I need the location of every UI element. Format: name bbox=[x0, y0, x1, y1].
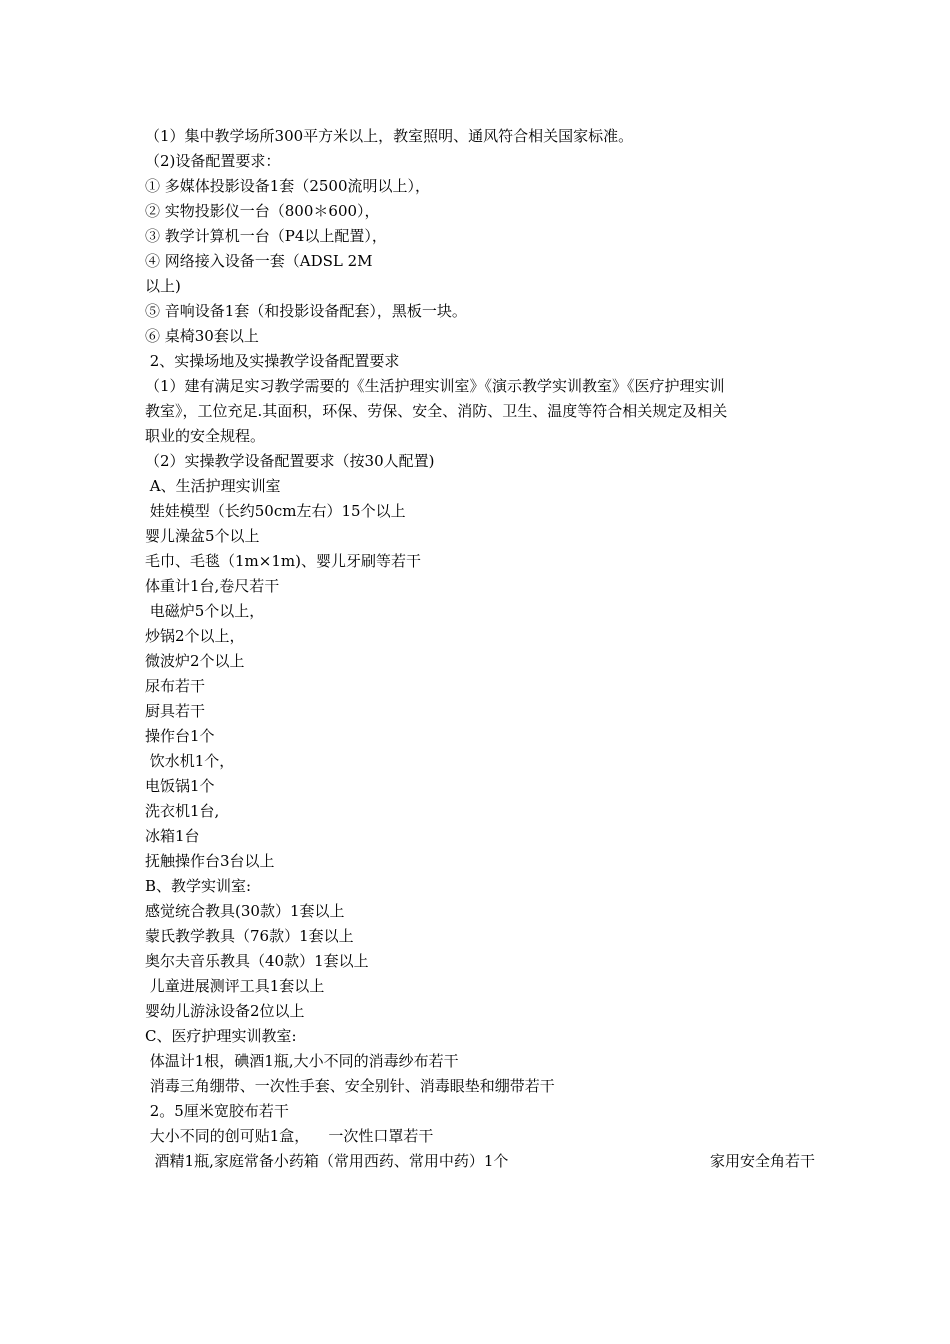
text-line: （1）集中教学场所300平方米以上，教室照明、通风符合相关国家标准。 bbox=[145, 127, 634, 145]
text-line: （2）实操教学设备配置要求（按30人配置) bbox=[145, 452, 435, 470]
text-line: 教室》，工位充足.其面积，环保、劳保、安全、消防、卫生、温度等符合相关规定及相关 bbox=[145, 402, 728, 420]
list-item: 毛巾、毛毯（1m×1m)、婴儿牙刷等若干 bbox=[145, 552, 421, 570]
list-item: 饮水机1个， bbox=[145, 752, 235, 770]
text-line: ⑥ 桌椅30套以上 bbox=[145, 327, 259, 345]
list-item: 抚触操作台3台以上 bbox=[145, 852, 275, 870]
last-line-right: 家用安全角若干 bbox=[709, 1152, 815, 1170]
text-line: （1）建有满足实习教学需要的《生活护理实训室》《演示教学实训教室》《医疗护理实训 bbox=[145, 377, 725, 395]
last-line bbox=[145, 1149, 815, 1174]
subsection-heading: C、医疗护理实训教室: bbox=[145, 1027, 297, 1045]
list-item: 体重计1台,卷尺若干 bbox=[145, 577, 280, 595]
text-line: （2)设备配置要求： bbox=[145, 152, 281, 170]
text-line: ① 多媒体投影设备1套（2500流明以上）， bbox=[145, 177, 430, 195]
list-item: 婴幼儿游泳设备2位以上 bbox=[145, 1002, 305, 1020]
list-item: 炒锅2个以上， bbox=[145, 627, 245, 645]
list-item: 蒙氏教学教具（76款）1套以上 bbox=[145, 927, 354, 945]
list-item: 儿童进展测评工具1套以上 bbox=[145, 977, 325, 995]
text-line: ③ 教学计算机一台（P4以上配置）， bbox=[145, 227, 387, 245]
section-heading: 2、实操场地及实操教学设备配置要求 bbox=[145, 352, 400, 370]
text-line: ⑤ 音响设备1套（和投影设备配套），黑板一块。 bbox=[145, 302, 467, 320]
document-body bbox=[145, 124, 815, 1174]
list-item: 娃娃模型（长约50cm左右）15个以上 bbox=[145, 502, 406, 520]
list-item: 体温计1根，碘酒1瓶,大小不同的消毒纱布若干 bbox=[145, 1052, 459, 1070]
text-line: 职业的安全规程。 bbox=[145, 427, 266, 445]
list-item: 奥尔夫音乐教具（40款）1套以上 bbox=[145, 952, 369, 970]
last-line-left: 酒精1瓶,家庭常备小药箱（常用西药、常用中药）1个 bbox=[145, 1152, 509, 1170]
list-item: 电饭锅1个 bbox=[145, 777, 215, 795]
subsection-heading: A、生活护理实训室 bbox=[145, 477, 281, 495]
list-item: 微波炉2个以上 bbox=[145, 652, 245, 670]
list-item: 尿布若干 bbox=[145, 677, 206, 695]
list-item: 冰箱1台 bbox=[145, 827, 200, 845]
list-item: 电磁炉5个以上， bbox=[145, 602, 265, 620]
list-item: 消毒三角绷带、一次性手套、安全别针、消毒眼垫和绷带若干 bbox=[145, 1077, 555, 1095]
list-item: 2。5厘米宽胶布若干 bbox=[145, 1102, 289, 1120]
list-item: 操作台1个 bbox=[145, 727, 215, 745]
list-item: 婴儿澡盆5个以上 bbox=[145, 527, 260, 545]
list-item: 大小不同的创可贴1盒， 一次性口罩若干 bbox=[145, 1127, 434, 1145]
list-item: 感觉统合教具(30款）1套以上 bbox=[145, 902, 345, 920]
list-item: 厨具若干 bbox=[145, 702, 206, 720]
text-line: ④ 网络接入设备一套（ADSL 2M bbox=[145, 252, 373, 270]
text-line: 以上) bbox=[145, 277, 181, 295]
text-line: ② 实物投影仪一台（800＊600）， bbox=[145, 202, 380, 220]
list-item: 洗衣机1台, bbox=[145, 802, 220, 820]
subsection-heading: B、教学实训室: bbox=[145, 877, 252, 895]
